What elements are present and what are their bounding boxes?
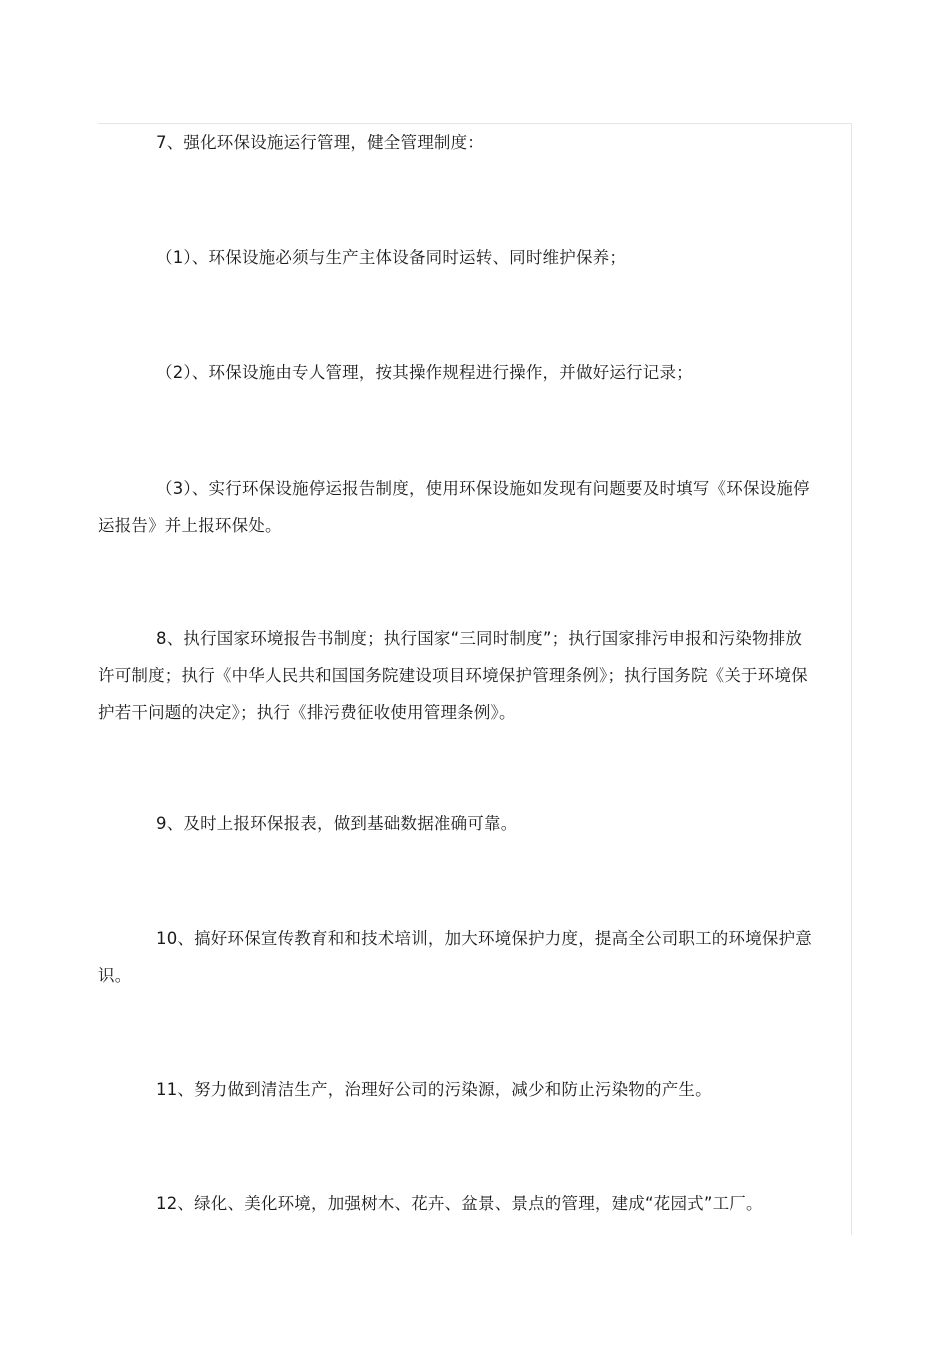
paragraph-item-10: 10、搞好环保宣传教育和和技术培训，加大环境保护力度，提高全公司职工的环境保护意识。 — [98, 929, 812, 985]
paragraph-item-11: 11、努力做到清洁生产，治理好公司的污染源，减少和防止污染物的产生。 — [156, 1080, 712, 1099]
paragraph-item-8: 8、执行国家环境报告书制度；执行国家“三同时制度”；执行国家排污申报和污染物排放许可制度；执行《中华人民共和国国务院建设项目环境保护管理条例》；执行国务院《关于环境保护若干问题的决定》；执行《排污费征收使用管理条例》。 — [98, 629, 808, 722]
paragraph-item-12: 12、绿化、美化环境，加强树木、花卉、盆景、景点的管理，建成“花园式”工厂。 — [156, 1194, 763, 1213]
paragraph-item-7: 7、强化环保设施运行管理，健全管理制度： — [156, 133, 484, 152]
paragraph-item-7-1: （1）、环保设施必须与生产主体设备同时运转、同时维护保养； — [156, 248, 627, 267]
paragraph-item-7-3: （3）、实行环保设施停运报告制度，使用环保设施如发现有问题要及时填写《环保设施停运报告》并上报环保处。 — [98, 479, 810, 535]
paragraph-item-7-2: （2）、环保设施由专人管理，按其操作规程进行操作，并做好运行记录； — [156, 363, 693, 382]
paragraph-item-9: 9、及时上报环保报表，做到基础数据准确可靠。 — [156, 814, 518, 833]
